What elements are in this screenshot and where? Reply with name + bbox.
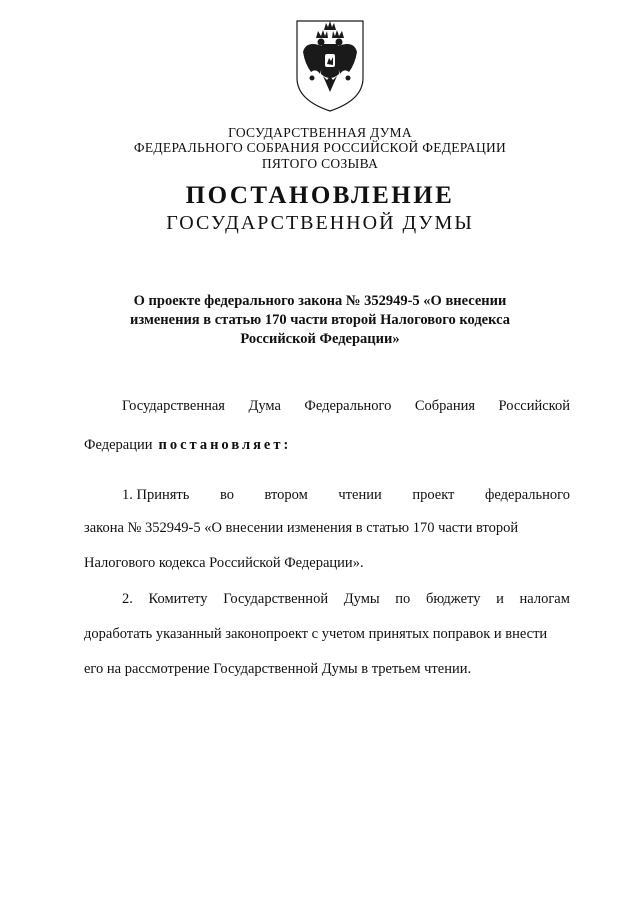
item-word: Комитету <box>148 591 208 607</box>
preamble-word: Федерального <box>304 398 392 414</box>
header-line-3: ПЯТОГО СОЗЫВА <box>261 156 379 171</box>
coat-of-arms-emblem <box>294 18 366 114</box>
item-word: Думы <box>343 591 380 607</box>
item-2-line-3: его на рассмотрение Государственной Думы в третьем чтении. <box>84 661 472 677</box>
item-word: бюджету <box>425 591 481 607</box>
document-type-title: ПОСТАНОВЛЕНИЕ <box>185 182 455 209</box>
wing-right-shape <box>336 44 357 74</box>
item-word: во <box>219 487 234 503</box>
preamble-line-2 <box>84 437 570 454</box>
item-word: и <box>496 591 504 607</box>
crown-top-shape <box>324 21 336 30</box>
header-line-2: ФЕДЕРАЛЬНОГО СОБРАНИЯ РОССИЙСКОЙ ФЕДЕРАЦИИ <box>133 140 507 155</box>
item-2-line-2: доработать указанный законопроект с учетом принятых поправок и внести <box>84 626 548 642</box>
item-1-line-3: Налогового кодекса Российской Федерации». <box>84 555 364 571</box>
item-word: по <box>395 591 411 607</box>
item-2-line-1 <box>122 591 570 608</box>
document-issuer-title: ГОСУДАРСТВЕННОЙ ДУМЫ <box>166 212 474 234</box>
preamble-word: Собрания <box>414 398 476 414</box>
item-word: налогам <box>519 591 570 607</box>
item-word: чтении <box>338 487 382 503</box>
scepter-orb-shape <box>310 76 315 81</box>
item-word: Государственной <box>223 591 329 607</box>
preamble-word: Российской <box>498 398 570 414</box>
preamble-word: Государственная <box>122 398 225 414</box>
item-1-line-2: закона № 352949-5 «О внесении изменения в статью 170 части второй <box>84 520 519 536</box>
orb-shape <box>346 76 351 81</box>
subject-line-1: О проекте федерального закона № 352949-5 «О внесении <box>133 293 507 309</box>
item-word: федерального <box>484 487 570 503</box>
decree-word: постановляет: <box>158 437 292 453</box>
item-1-line-1 <box>122 487 570 504</box>
subject-line-3: Российской Федерации» <box>240 331 400 347</box>
crown-right-shape <box>332 30 344 38</box>
item-word: 2. <box>122 591 133 607</box>
preamble-line-1 <box>122 398 570 415</box>
item-word: втором <box>264 487 308 503</box>
crown-left-shape <box>316 30 328 38</box>
header-line-1: ГОСУДАРСТВЕННАЯ ДУМА <box>228 125 412 140</box>
wing-left-shape <box>303 44 324 74</box>
subject-line-2: изменения в статью 170 части второй Налогового кодекса <box>130 312 510 328</box>
item-word: проект <box>412 487 455 503</box>
tail-shape <box>323 76 337 92</box>
preamble-prefix: Федерации <box>84 437 153 453</box>
preamble-word: Дума <box>248 398 281 414</box>
item-word: 1. Принять <box>122 487 190 503</box>
